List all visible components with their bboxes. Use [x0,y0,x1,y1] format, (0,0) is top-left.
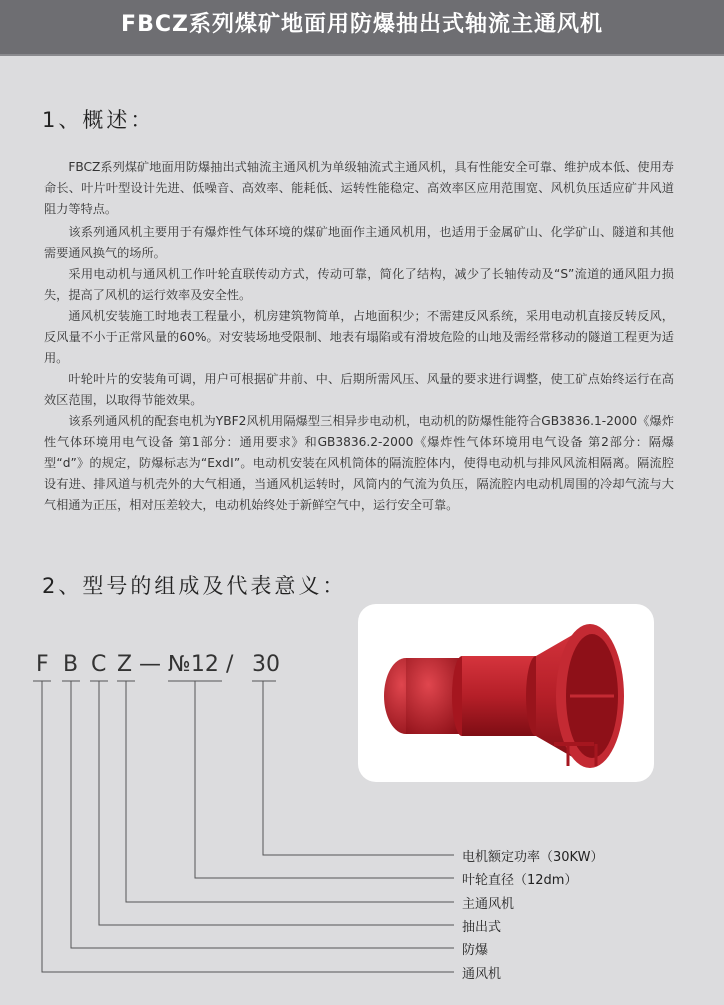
paragraph-5: 叶轮叶片的安装角可调，用户可根据矿井前、中、后期所需风压、风量的要求进行调整，使工矿点始终运行在高效区范围，以取得节能效果。 [44,372,674,407]
page-title: FBCZ系列煤矿地面用防爆抽出式轴流主通风机 [121,12,603,37]
model-char-z: Z [117,652,133,677]
section-overview-title: 1、概述： [42,108,155,132]
paragraph-6: 该系列通风机的配套电机为YBF2风机用隔爆型三相异步电动机，电动机的防爆性能符合GB3836.1-2000《爆炸性气体环境用电气设备 第1部分：通用要求》和GB3836.2-2000《爆炸性气体环境用电气设备 第2部分：隔爆型“d”》的规定，防爆标志为“ExdⅠ”。电动机安装在风机筒体的隔流腔体内，使得电动机与排风风流相隔离。隔流腔设有进、排风道与机壳外的大气相通，当通风机运转时，风筒内的气流为负压，隔流腔内电动机周围的冷却气流与大气相通为正压，相对压差较大，电动机始终处于新鲜空气中，运行安全可靠。 [44,414,674,512]
model-char-dash: — [139,652,161,677]
model-char-number: №12 [168,652,219,677]
model-char-c: C [91,652,107,677]
paragraph-1: FBCZ系列煤矿地面用防爆抽出式轴流主通风机为单级轴流式主通风机，具有性能安全可靠、维护成本低、使用寿命长、叶片叶型设计先进、低噪音、高效率、能耗低、运转性能稳定、高效率区应用范围宽、风机负压适应矿井风道阻力等特点。 [44,160,674,216]
legend-main-fan: 主通风机 [462,897,515,912]
legend-motor-power: 电机额定功率（30KW） [462,850,604,865]
legend-ventilator: 通风机 [462,967,502,982]
model-char-f: F [36,652,49,677]
legend-impeller-diameter: 叶轮直径（12dm） [462,873,578,888]
legend-explosion-proof: 防爆 [462,943,489,958]
model-char-power: 30 [252,652,280,677]
model-char-slash: / [226,652,234,677]
model-char-b: B [63,652,79,677]
legend-extraction: 抽出式 [462,920,502,935]
paragraph-4: 通风机安装施工时地表工程量小，机房建筑物简单，占地面积少；不需建反风系统，采用电动机直接反转反风，反风量不小于正常风量的60%。对安装场地受限制、地表有塌陷或有滑坡危险的山地及需经常移动的隧道工程更为适用。 [44,309,674,365]
paragraph-3: 采用电动机与通风机工作叶轮直联传动方式，传动可靠，简化了结构，减少了长轴传动及“S”流道的通风阻力损失，提高了风机的运行效率及安全性。 [44,267,674,302]
paragraph-2: 该系列通风机主要用于有爆炸性气体环境的煤矿地面作主通风机用，也适用于金属矿山、化学矿山、隧道和其他需要通风换气的场所。 [44,225,674,260]
section-model-title: 2、型号的组成及代表意义： [42,574,347,598]
